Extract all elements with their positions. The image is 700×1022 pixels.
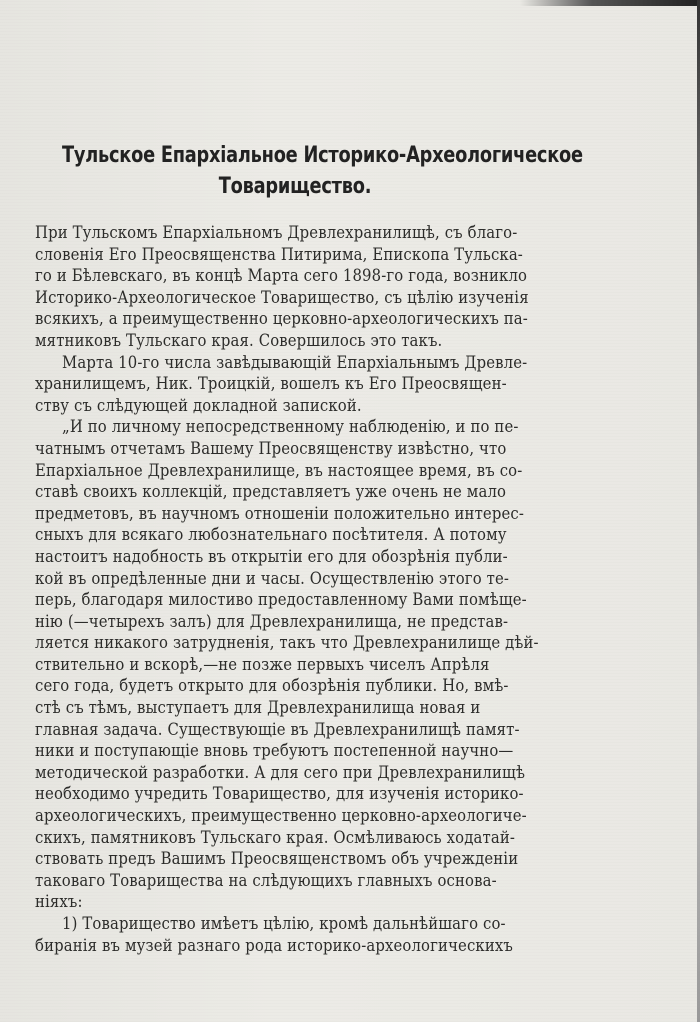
text-line: го и Бѣлевскаго, въ концѣ Марта сего 1898-го года, возникло [35,266,528,286]
text-line: сего года, будетъ открыто для обозрѣнія публики. Но, вмѣ- [35,676,509,696]
text-line: „И по личному непосредственному наблюденію, и по пе- [62,417,519,437]
text-line: кой въ опредѣленные дни и часы. Осуществленію этого те- [35,568,510,588]
text-line: стѣ съ тѣмъ, выступаетъ для Древлехранилища новая и [35,698,481,718]
text-line: ніяхъ: [35,892,83,912]
text-line: словенія Его Преосвященства Питирима, Епископа Тульска- [35,244,523,264]
text-line: главная задача. Существующіе въ Древлехранилищѣ памят- [35,719,520,739]
text-line: 1) Товарищество имѣетъ цѣлію, кромѣ дальнѣйшаго со- [62,914,506,933]
text-line: ству съ слѣдующей докладной запиской. [35,395,362,415]
text-line: ляется никакого затрудненія, такъ что Древлехранилище дѣй- [35,633,539,653]
text-line: сныхъ для всякаго любознательнаго посѣтителя. А потому [35,525,507,545]
text-line: методической разработки. А для сего при Древлехранилищѣ [35,762,526,782]
text-line: археологическихъ, преимущественно церковно-археологиче- [35,806,527,826]
text-line: мятниковъ Тульскаго края. Совершилось это такъ. [35,330,443,350]
text-line: ставѣ своихъ коллекцій, представляетъ уже очень не мало [35,482,507,502]
text-line: ствительно и вскорѣ,—не позже первыхъ чиселъ Апрѣля [35,654,490,674]
text-line: биранія въ музей разнаго рода историко-археологическихъ [35,935,513,955]
text-line: необходимо учредить Товарищество, для изученія историко- [35,784,524,804]
text-line: При Тульскомъ Епархіальномъ Древлехранилищѣ, съ благо- [35,223,518,242]
text-line: скихъ, памятниковъ Тульскаго края. Осмѣливаюсь ходатай- [35,827,516,847]
text-line: ники и поступающіе вновь требуютъ постепенной научно— [35,741,514,761]
title-line-1: Тульское Епархіальное Историко-Археологическое [61,142,583,168]
text-line: Марта 10-го числа завѣдывающій Епархіальнымъ Древле- [62,352,528,372]
text-line: Историко-Археологическое Товарищество, съ цѣлію изученія [35,287,529,307]
text-line: хранилищемъ, Ник. Троицкій, вошелъ къ Его Преосвящен- [35,374,507,394]
document-title [61,140,583,202]
document-body [35,222,635,956]
text-line: Епархіальное Древлехранилище, въ настоящее время, въ со- [35,460,523,480]
text-line: нію (—четырехъ залъ) для Древлехранилища, не представ- [35,611,509,631]
text-line: всякихъ, а преимущественно церковно-археологическихъ па- [35,309,528,329]
text-line: перь, благодаря милостиво предоставленному Вами помѣще- [35,590,527,610]
title-line-2: Товарищество. [218,173,372,199]
text-line: чатнымъ отчетамъ Вашему Преосвященству извѣстно, что [35,438,507,458]
text-line: предметовъ, въ научномъ отношеніи положительно интерес- [35,503,525,523]
scan-edge-top [520,0,700,6]
text-line: таковаго Товарищества на слѣдующихъ главныхъ основа- [35,870,497,890]
text-line: ствовать предъ Вашимъ Преосвященствомъ объ учрежденіи [35,849,519,869]
text-line: настоитъ надобность въ открытіи его для обозрѣнія публи- [35,546,508,566]
